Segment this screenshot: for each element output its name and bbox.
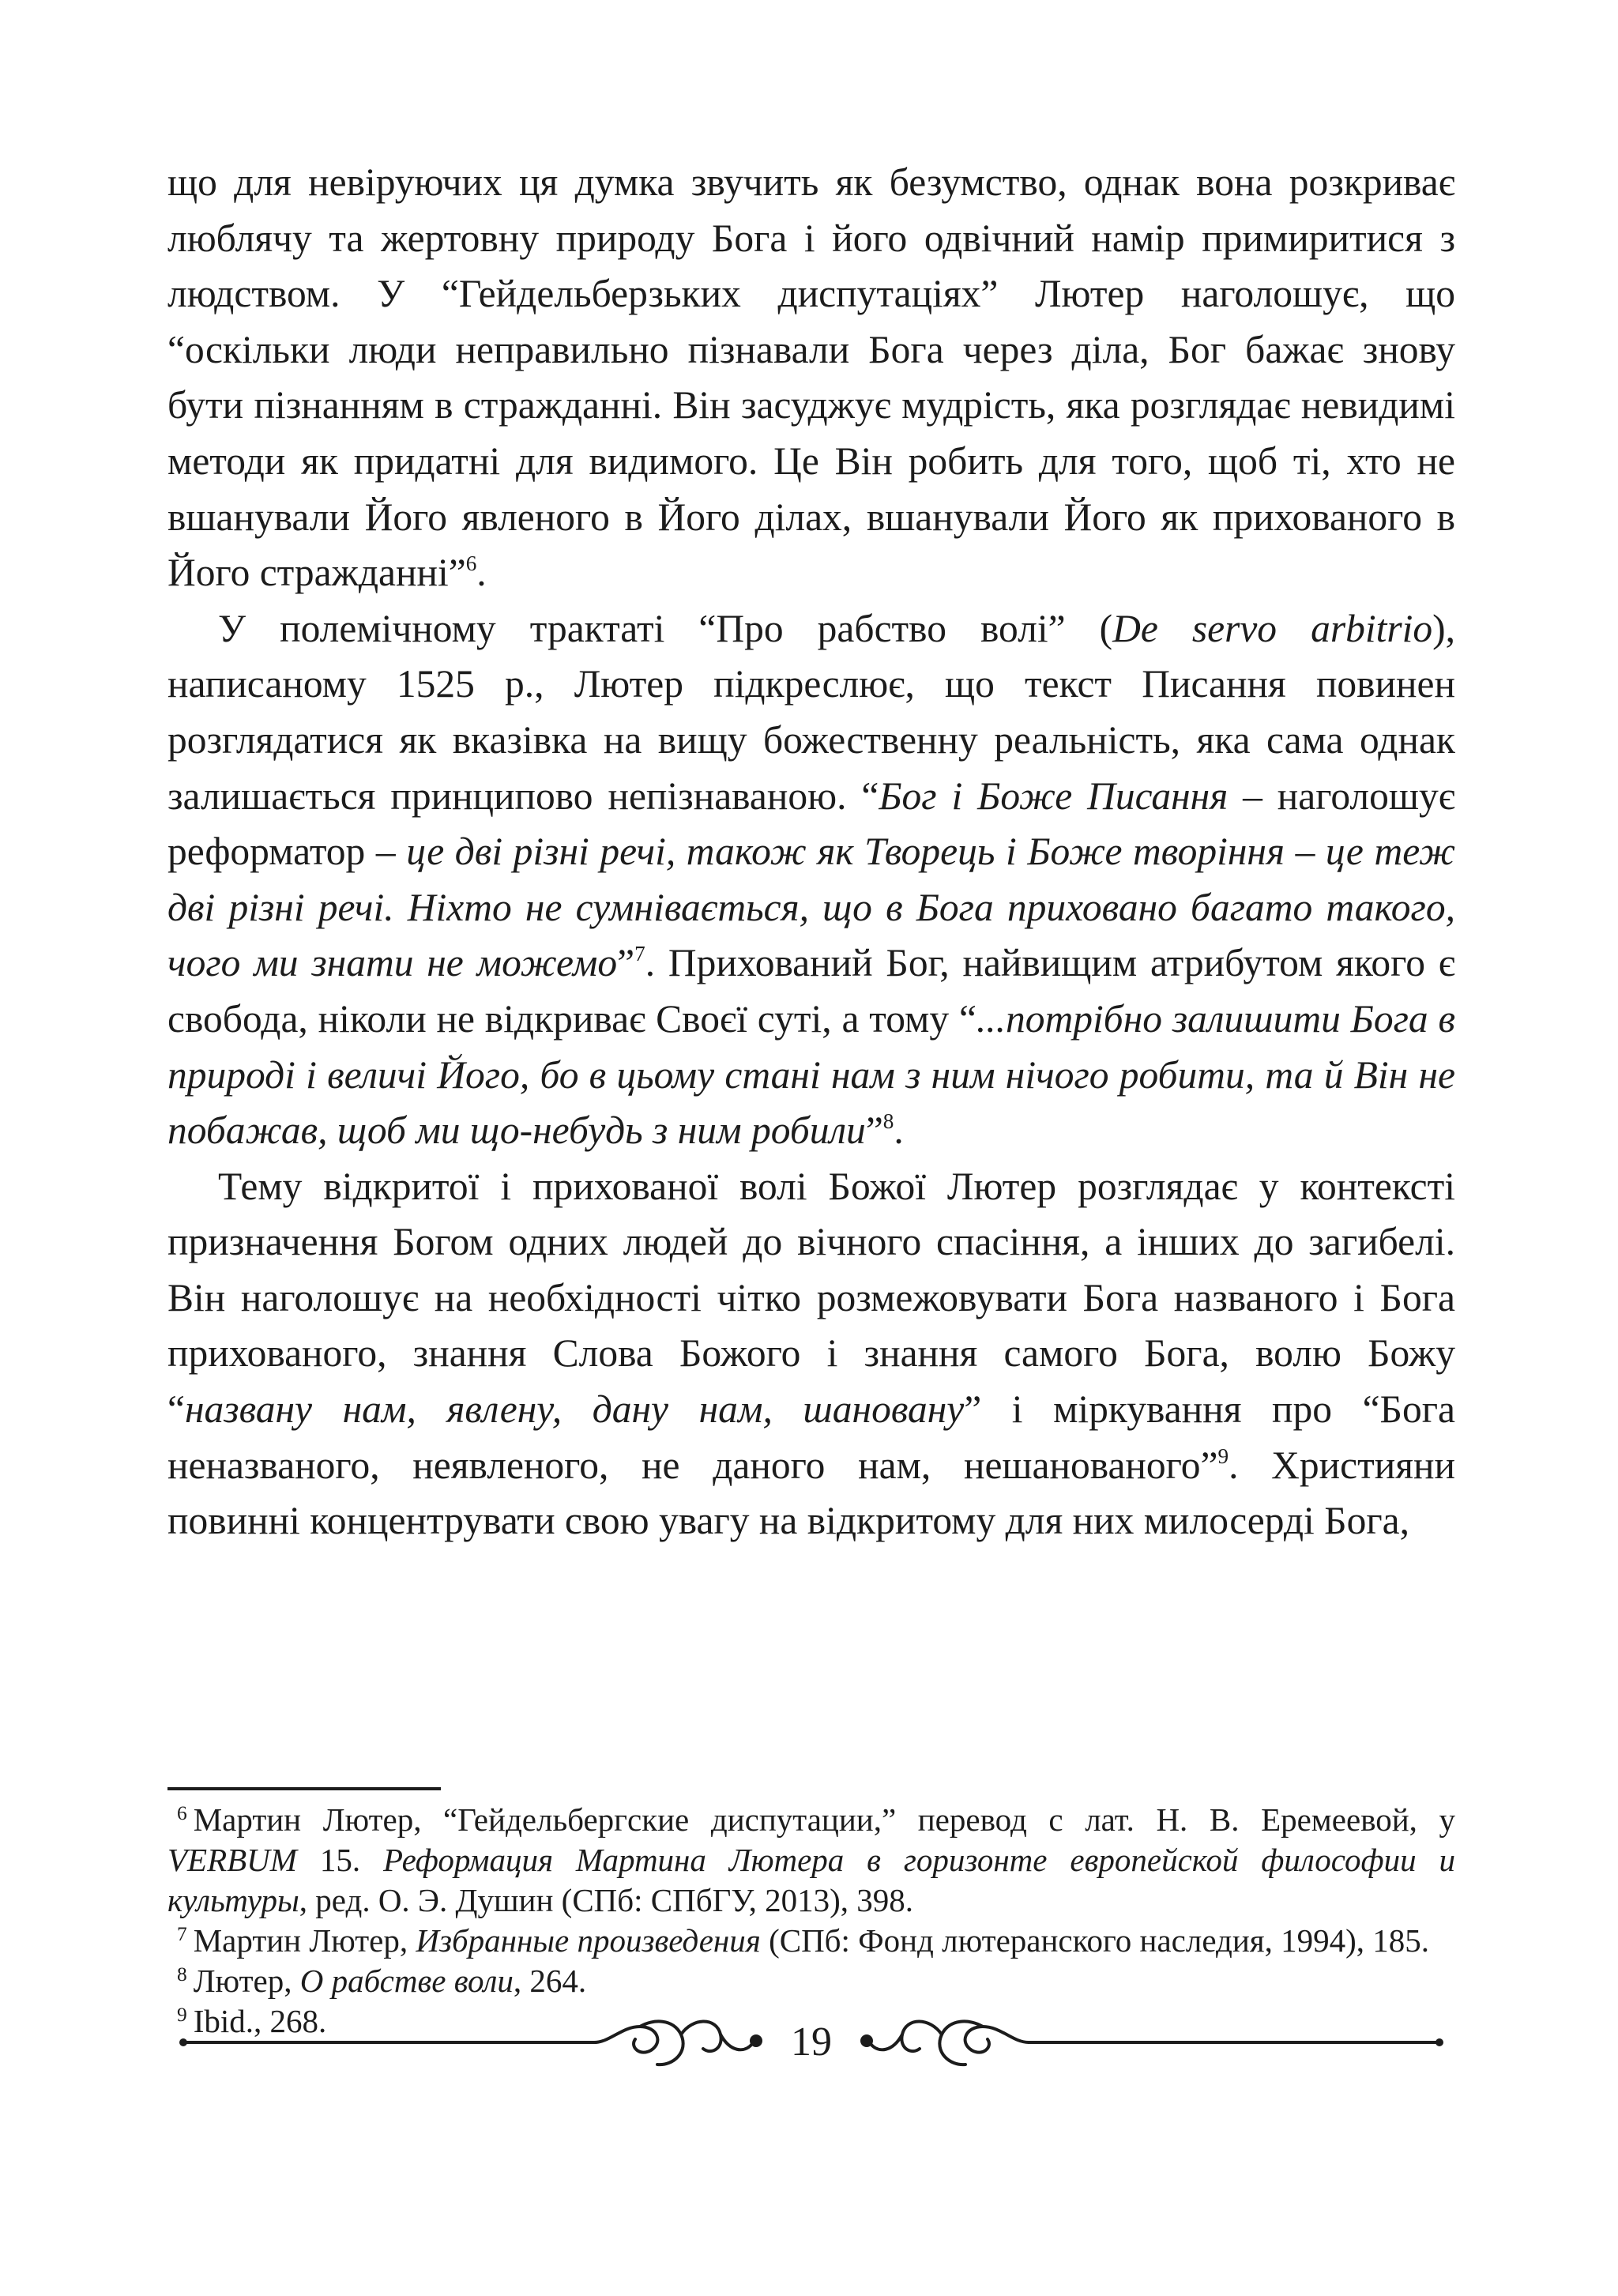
text-run: Ibid., 268. [193, 2003, 327, 2039]
text-run: . [894, 1108, 904, 1153]
paragraph-2 [167, 601, 1455, 1159]
italic-text: О рабстве воли [299, 1963, 514, 1999]
text-run: , 264. [513, 1963, 587, 1999]
text-run: . Християни повинні концентрувати свою увагу на відкритому для них милосерді Бога, [167, 1443, 1455, 1543]
italic-text: De servo arbitrio [1112, 606, 1433, 650]
text-run: ), написаному 1525 р., Лютер підкреслює, що текст Писання повинен розглядатися як вказівка на вищу божественну реальність, яка сама однак залишається принципово непізнаваною. “ [167, 606, 1455, 818]
footnote-number: 6 [177, 1802, 187, 1825]
text-run: Мартин Лютер, [193, 1922, 416, 1959]
text-run: що для невіруючих ця думка звучить як безумство, однак вона розкриває люблячу та жертовну природу Бога і його одвічний намір примиритися з людством. У “Гейдельберзьких диспутаціях” Лютер наголошує, що “оскільки люди неправильно пізнавали Бога через діла, Бог бажає знову бути пізнанням в стражданні. Він засуджує мудрість, яка розглядає невидимі методи як придатні для видимого. Це Він робить для того, щоб ті, хто не вшанували Його явленого в Його ділах, вшанували Його як прихованого в Його стражданні” [167, 160, 1455, 595]
text-run: ” [617, 941, 635, 985]
footnote-ref: 7 [634, 942, 645, 966]
footnote-7 [167, 1921, 1455, 1961]
italic-text: VERBUM [167, 1842, 297, 1878]
footnote-number: 7 [177, 1923, 187, 1946]
text-run: , ред. О. Э. Душин (СПб: СПбГУ, 2013), 398. [299, 1882, 914, 1918]
body-text [167, 155, 1455, 1549]
text-run: Тему відкритої і прихованої волі Божої Лютер розглядає у контексті призначення Богом одних людей до вічного спасіння, а інших до загибелі. Він наголошує на необхідності чітко розмежовувати Бога названого і Бога прихованого, знання Слова Божого і знання самого Бога, волю Божу “ [167, 1164, 1455, 1432]
footnote-ref: 6 [465, 551, 477, 576]
page-number: 19 [791, 2019, 832, 2065]
text-run: Лютер, [193, 1963, 300, 1999]
text-run: . [476, 551, 487, 595]
paragraph-1 [167, 155, 1455, 601]
text-run: (СПб: Фонд лютеранского наследия, 1994), 185. [760, 1922, 1430, 1959]
italic-text: ...потрібно залишити Бога в природі і величі Його, бо в цьому стані нам з ним нічого робити, та й Він не побажав, щоб ми що-небудь з ним робили [167, 996, 1455, 1153]
text-run: . Прихований Бог, найвищим атрибутом якого є свобода, ніколи не відкриває Своєї суті, а тому “ [167, 941, 1455, 1041]
text-run: ” [865, 1108, 883, 1153]
italic-text: Реформация Мартина Лютера в горизонте европейской философии и культуры [167, 1842, 1455, 1918]
paragraph-3 [167, 1159, 1455, 1549]
italic-text: названу нам, явлену, дану нам, шановану [184, 1387, 965, 1432]
footnote-number: 9 [177, 2004, 187, 2027]
footnote-ref: 9 [1217, 1443, 1229, 1468]
italic-text: Избранные произведения [416, 1922, 761, 1959]
footnote-6 [167, 1800, 1455, 1921]
footnote-number: 8 [177, 1963, 187, 1986]
text-run: У полемічному трактаті “Про рабство волі” ( [218, 606, 1113, 650]
italic-text: це дві різні речі, також як Творець і Боже творіння – це теж дві різні речі. Ніхто не сумнівається, що в Бога приховано багато такого, чого ми знати не можемо [167, 830, 1455, 985]
text-run: Мартин Лютер, “Гейдельбергские диспутации,” перевод с лат. Н. В. Еремеевой, у [193, 1801, 1455, 1838]
footnote-ref: 8 [882, 1109, 894, 1134]
page-footer [167, 2003, 1455, 2090]
text-run: – наголошує реформатор – [167, 773, 1455, 874]
italic-text: Бог і Боже Писання [879, 773, 1229, 818]
text-run: 15. [296, 1842, 384, 1878]
footnote-8 [167, 1961, 1455, 2001]
text-run: ” і міркування про “Бога неназваного, неявленого, не даного нам, нешанованого” [167, 1387, 1455, 1487]
footnote-separator [167, 1787, 441, 1790]
